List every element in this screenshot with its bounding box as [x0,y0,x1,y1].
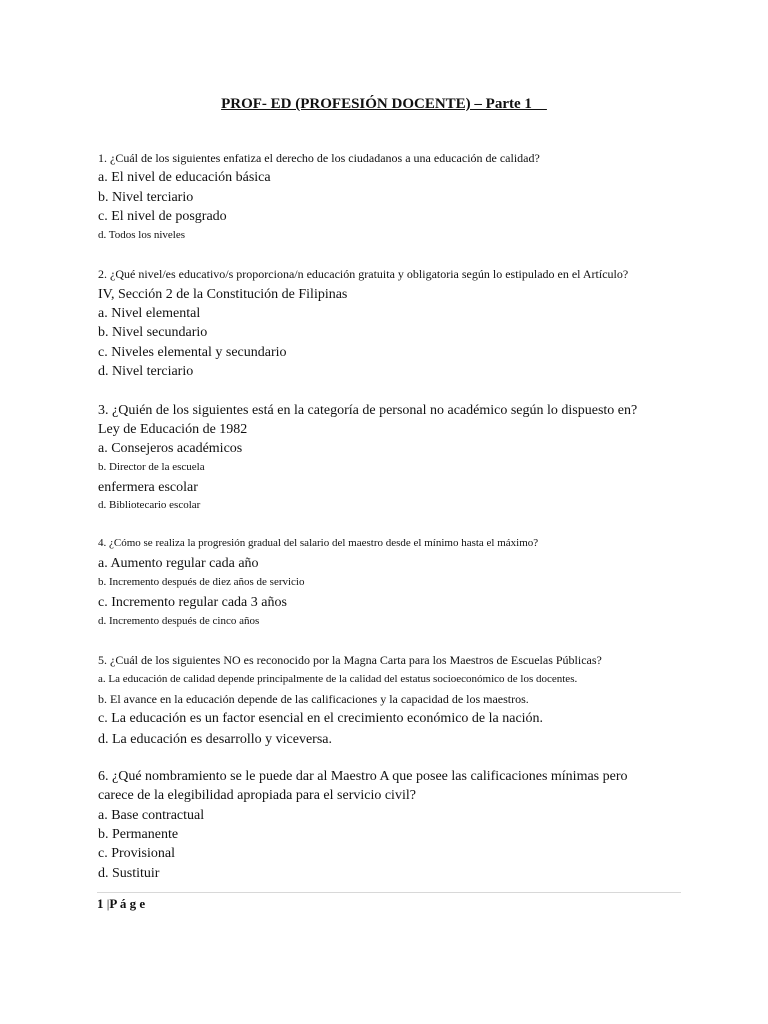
question-6-text: 6. ¿Qué nombramiento se le puede dar al Maestro A que posee las calificaciones mínimas pero [98,769,628,784]
question-3-option-d: d. Bibliotecario escolar [98,499,201,511]
question-1-option-c: c. El nivel de posgrado [98,209,227,224]
footer-separator: | [103,896,110,911]
question-1-text: 1. ¿Cuál de los siguientes enfatiza el derecho de los ciudadanos a una educación de calidad? [98,151,540,165]
question-5-option-d: d. La educación es desarrollo y viceversa. [98,732,333,747]
question-1-option-b: b. Nivel terciario [98,190,194,205]
question-5-option-a: a. La educación de calidad depende principalmente de la calidad del estatus socioeconómico de los docentes. [98,673,578,685]
question-5-text: 5. ¿Cuál de los siguientes NO es reconocido por la Magna Carta para los Maestros de Escuelas Públicas? [98,653,602,667]
question-3-text: 3. ¿Quién de los siguientes está en la categoría de personal no académico según lo dispuesto en? [98,403,638,418]
question-4-option-d: d. Incremento después de cinco años [98,615,260,627]
question-3-text-line-2: Ley de Educación de 1982 [98,422,248,437]
question-3-option-b: b. Director de la escuela [98,461,205,473]
question-4-option-a: a. Aumento regular cada año [98,556,259,571]
page-footer [97,896,145,912]
question-6-option-a: a. Base contractual [98,808,205,823]
question-5-option-c: c. La educación es un factor esencial en el crecimiento económico de la nación. [98,711,544,726]
question-6-option-b: b. Permanente [98,827,179,842]
question-2-option-c: c. Niveles elemental y secundario [98,345,287,360]
question-3-option-c: enfermera escolar [98,480,198,495]
question-2-option-b: b. Nivel secundario [98,325,208,340]
question-2-text: 2. ¿Qué nivel/es educativo/s proporciona/n educación gratuita y obligatoria según lo estipulado en el Artículo? [98,267,629,281]
question-4-option-c: c. Incremento regular cada 3 años [98,595,287,610]
question-5-option-b: b. El avance en la educación depende de las calificaciones y la capacidad de los maestros. [98,692,529,706]
footer-divider [97,892,681,893]
question-6-option-d: d. Sustituir [98,866,160,881]
question-2-option-d: d. Nivel terciario [98,364,194,379]
question-3-option-a: a. Consejeros académicos [98,441,243,456]
question-6-option-c: c. Provisional [98,846,175,861]
question-1-option-a: a. El nivel de educación básica [98,170,271,185]
question-4-option-b: b. Incremento después de diez años de servicio [98,576,305,588]
question-4-text: 4. ¿Cómo se realiza la progresión gradual del salario del maestro desde el mínimo hasta el máximo? [98,537,539,549]
page-label: P á g e [109,896,146,911]
page-number: 1 [97,896,104,911]
question-2-text-line-2: IV, Sección 2 de la Constitución de Filipinas [98,287,348,302]
question-6-text-line-2: carece de la elegibilidad apropiada para el servicio civil? [98,788,416,803]
document-title: PROF- ED (PROFESIÓN DOCENTE) – Parte 1 [221,96,547,112]
question-1-option-d: d. Todos los niveles [98,229,186,241]
question-2-option-a: a. Nivel elemental [98,306,201,321]
